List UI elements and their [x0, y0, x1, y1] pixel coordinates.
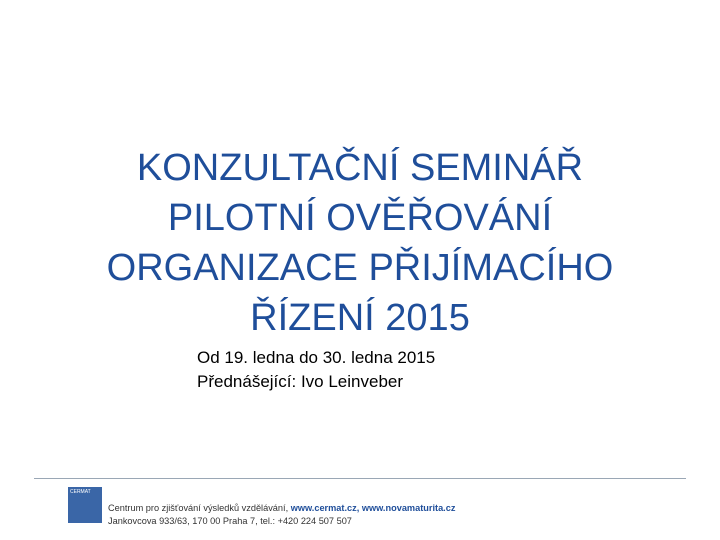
logo-text: CERMAT [70, 489, 91, 495]
footer-info [108, 502, 455, 528]
footer-divider [34, 478, 686, 479]
footer-line-organization [108, 502, 455, 515]
presenter: Přednášející: Ivo Leinveber [197, 372, 404, 391]
organization-name: Centrum pro zjišťování výsledků vzdělávání, [108, 503, 291, 513]
slide-subtitle [197, 346, 435, 394]
title-line: KONZULTAČNÍ SEMINÁŘ [136, 147, 584, 189]
cermat-logo [68, 487, 102, 523]
slide-title [60, 143, 660, 343]
footer-links[interactable]: www.cermat.cz, www.novamaturita.cz [290, 503, 456, 513]
title-line: PILOTNÍ OVĚŘOVÁNÍ [167, 197, 553, 239]
title-line: ORGANIZACE PŘIJÍMACÍHO [106, 247, 614, 289]
footer-address: Jankovcova 933/63, 170 00 Praha 7, tel.: +420 224 507 507 [108, 516, 352, 526]
title-line: ŘÍZENÍ 2015 [250, 297, 470, 339]
date-range: Od 19. ledna do 30. ledna 2015 [197, 348, 436, 367]
